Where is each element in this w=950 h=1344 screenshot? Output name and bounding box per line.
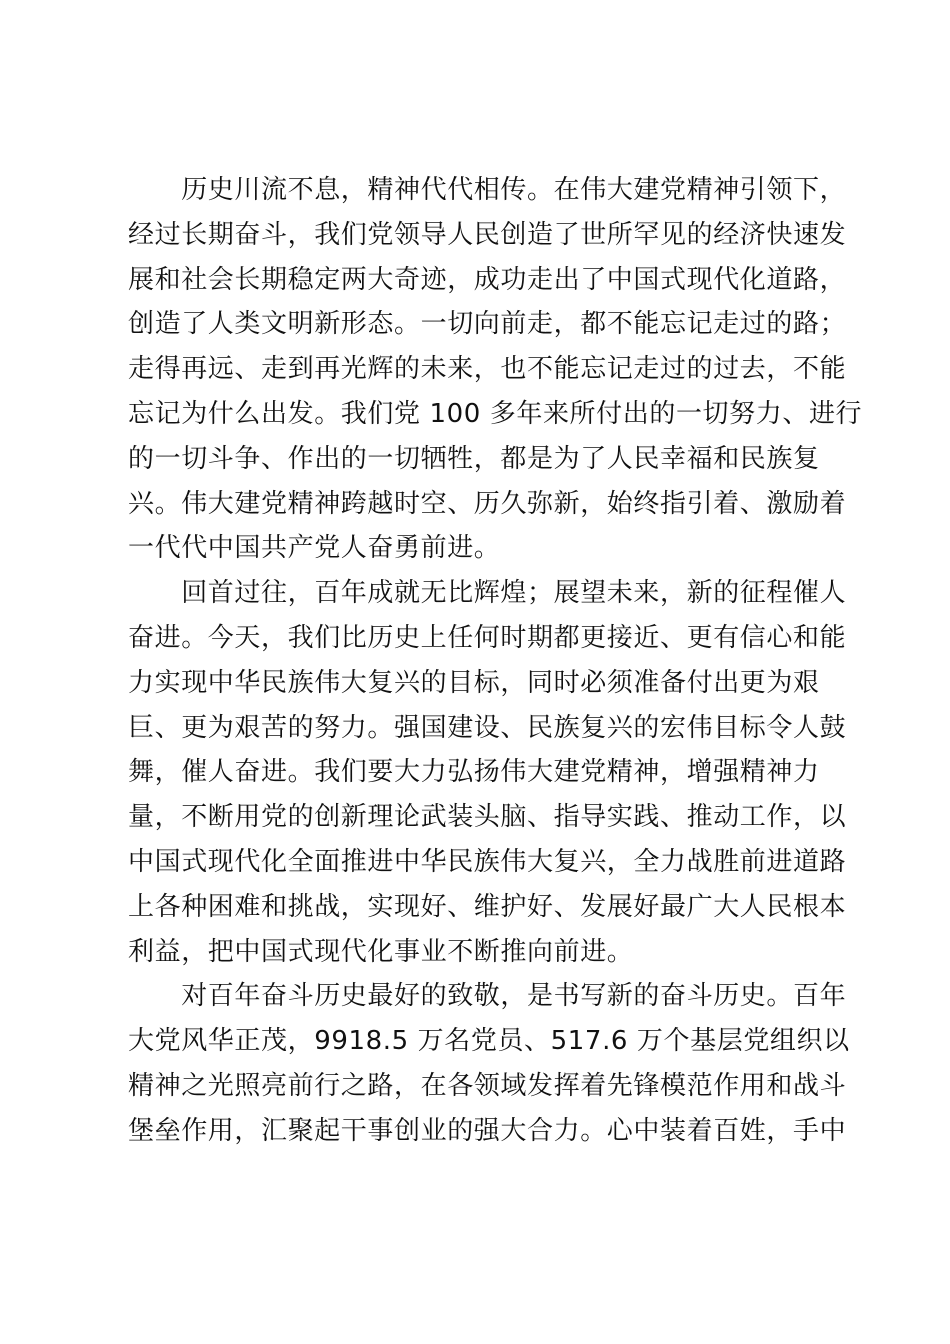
text-line: 舞，催人奋进。我们要大力弘扬伟大建党精神，增强精神力 xyxy=(128,757,820,788)
document-body xyxy=(128,168,863,1154)
text-line: 奋进。今天，我们比历史上任何时期都更接近、更有信心和能 xyxy=(128,622,847,653)
text-line: 巨、更为艰苦的努力。强国建设、民族复兴的宏伟目标令人鼓 xyxy=(128,712,847,743)
text-line: 创造了人类文明新形态。一切向前走，都不能忘记走过的路； xyxy=(128,309,847,340)
text-line: 历史川流不息，精神代代相传。在伟大建党精神引领下， xyxy=(128,175,847,205)
text-line: 堡垒作用，汇聚起干事创业的强大合力。心中装着百姓，手中 xyxy=(128,1115,847,1146)
paragraph-1 xyxy=(128,168,863,571)
text-line: 大党风华正茂，9918.5 万名党员、517.6 万个基层党组织以 xyxy=(128,1026,850,1057)
text-line: 对百年奋斗历史最好的致敬，是书写新的奋斗历史。百年 xyxy=(128,981,847,1012)
text-line: 上各种困难和挑战，实现好、维护好、发展好最广大人民根本 xyxy=(128,891,847,922)
text-line: 的一切斗争、作出的一切牺牲，都是为了人民幸福和民族复 xyxy=(128,443,820,474)
text-line: 回首过往，百年成就无比辉煌；展望未来，新的征程催人 xyxy=(128,578,847,609)
text-line: 中国式现代化全面推进中华民族伟大复兴，全力战胜前进道路 xyxy=(128,846,847,877)
paragraph-2 xyxy=(128,571,847,974)
text-line: 兴。伟大建党精神跨越时空、历久弥新，始终指引着、激励着 xyxy=(128,488,847,519)
paragraph-3 xyxy=(128,974,850,1153)
text-line: 展和社会长期稳定两大奇迹，成功走出了中国式现代化道路， xyxy=(128,264,847,295)
text-line: 利益，把中国式现代化事业不断推向前进。 xyxy=(128,936,634,967)
text-line: 力实现中华民族伟大复兴的目标，同时必须准备付出更为艰 xyxy=(128,667,820,698)
text-line: 量，不断用党的创新理论武装头脑、指导实践、推动工作，以 xyxy=(128,802,847,833)
text-line: 经过长期奋斗，我们党领导人民创造了世所罕见的经济快速发 xyxy=(128,219,847,250)
text-line: 走得再远、走到再光辉的未来，也不能忘记走过的过去，不能 xyxy=(128,354,847,385)
text-line: 精神之光照亮前行之路，在各领域发挥着先锋模范作用和战斗 xyxy=(128,1070,847,1101)
text-line: 忘记为什么出发。我们党 100 多年来所付出的一切努力、进行 xyxy=(128,398,863,429)
text-line: 一代代中国共产党人奋勇前进。 xyxy=(128,533,501,564)
